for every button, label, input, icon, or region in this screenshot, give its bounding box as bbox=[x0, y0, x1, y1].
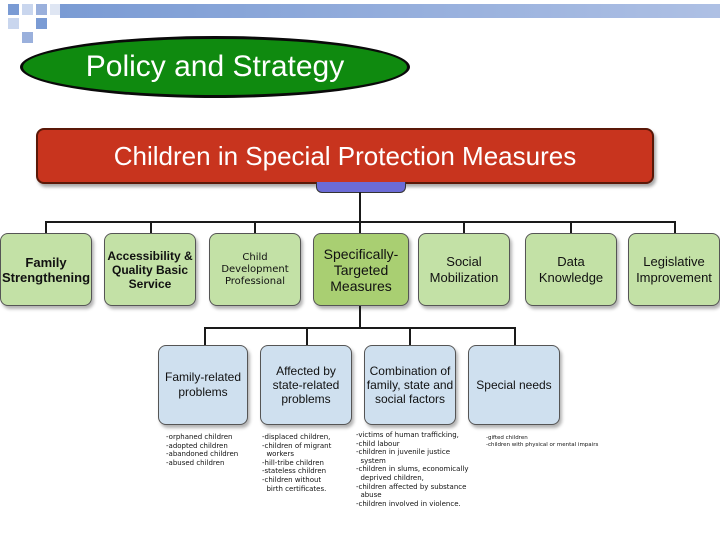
bullet-list-special-needs bbox=[486, 435, 598, 449]
decor-band bbox=[60, 4, 720, 18]
node-label: Family Strengthening bbox=[1, 254, 91, 285]
connector bbox=[409, 327, 411, 345]
connector bbox=[204, 327, 516, 329]
list-item: -children of migrant bbox=[262, 441, 332, 450]
node-combination-of-factors bbox=[364, 345, 456, 425]
connector bbox=[570, 221, 572, 233]
list-item: -stateless children bbox=[262, 467, 327, 476]
connector bbox=[359, 221, 361, 233]
root-connector-tab bbox=[316, 182, 406, 193]
decor-square bbox=[36, 18, 47, 29]
decor-square bbox=[22, 4, 33, 15]
connector bbox=[463, 221, 465, 233]
list-item: -children affected by substance bbox=[356, 482, 467, 491]
connector bbox=[45, 221, 47, 233]
list-item: -children in slums, economically bbox=[356, 465, 469, 474]
page-title: Policy and Strategy bbox=[20, 36, 410, 98]
list-item: -abandoned children bbox=[166, 450, 239, 459]
list-item: system bbox=[356, 456, 386, 465]
node-label: Family-related problems bbox=[164, 370, 242, 399]
bullet-list-combination bbox=[356, 431, 468, 508]
node-label: Legislative Improvement bbox=[636, 253, 712, 285]
connector bbox=[306, 327, 308, 345]
connector bbox=[359, 192, 361, 222]
node-social-mobilization bbox=[418, 233, 510, 306]
node-label: Data Knowledge bbox=[538, 253, 604, 285]
bullet-list-state-related bbox=[262, 433, 331, 493]
node-label: Social Mobilization bbox=[429, 253, 499, 285]
node-special-needs bbox=[468, 345, 560, 425]
connector bbox=[204, 327, 206, 345]
list-item: abuse bbox=[356, 491, 382, 500]
node-label: Affected by state-related problems bbox=[272, 364, 340, 406]
list-item: -hill-tribe children bbox=[262, 458, 324, 467]
list-item: -displaced children, bbox=[262, 433, 331, 441]
node-label: Special needs bbox=[476, 378, 552, 392]
decor-square bbox=[8, 4, 19, 15]
connector bbox=[514, 327, 516, 345]
node-legislative-improvement bbox=[628, 233, 720, 306]
list-item: -children in juvenile justice bbox=[356, 448, 451, 457]
node-child-development-professional bbox=[209, 233, 301, 306]
list-item: -gifted children bbox=[486, 435, 528, 441]
decor-square bbox=[22, 32, 33, 43]
list-item: deprived children, bbox=[356, 473, 424, 482]
node-label: Accessibility & Quality Basic Service bbox=[107, 248, 193, 291]
connector bbox=[150, 221, 152, 233]
node-label: Specifically-Targeted Measures bbox=[323, 245, 399, 294]
list-item: -abused children bbox=[166, 458, 225, 467]
list-item: workers bbox=[262, 450, 294, 459]
connector bbox=[674, 221, 676, 233]
node-label: Combination of family, state and social factors bbox=[366, 364, 454, 406]
decor-square bbox=[36, 4, 47, 15]
node-family-related-problems bbox=[158, 345, 248, 425]
node-label: Child Development Professional bbox=[221, 251, 289, 287]
connector bbox=[359, 306, 361, 328]
node-data-knowledge bbox=[525, 233, 617, 306]
bullet-list-family-related bbox=[166, 433, 238, 467]
list-item: -child labour bbox=[356, 439, 400, 448]
node-family-strengthening bbox=[0, 233, 92, 306]
list-item: -children involved in violence. bbox=[356, 499, 461, 508]
list-item: -children with physical or mental impairs bbox=[486, 442, 599, 448]
list-item: -children without bbox=[262, 475, 322, 484]
decor-square bbox=[8, 18, 19, 29]
node-accessibility-quality-basic-service bbox=[104, 233, 196, 306]
node-affected-by-state-related-problems bbox=[260, 345, 352, 425]
root-node: Children in Special Protection Measures bbox=[36, 128, 654, 184]
node-specifically-targeted-measures bbox=[313, 233, 409, 306]
list-item: -adopted children bbox=[166, 441, 228, 450]
list-item: -orphaned children bbox=[166, 433, 233, 441]
list-item: -victims of human trafficking, bbox=[356, 431, 459, 439]
connector bbox=[254, 221, 256, 233]
list-item: birth certificates. bbox=[262, 484, 327, 493]
